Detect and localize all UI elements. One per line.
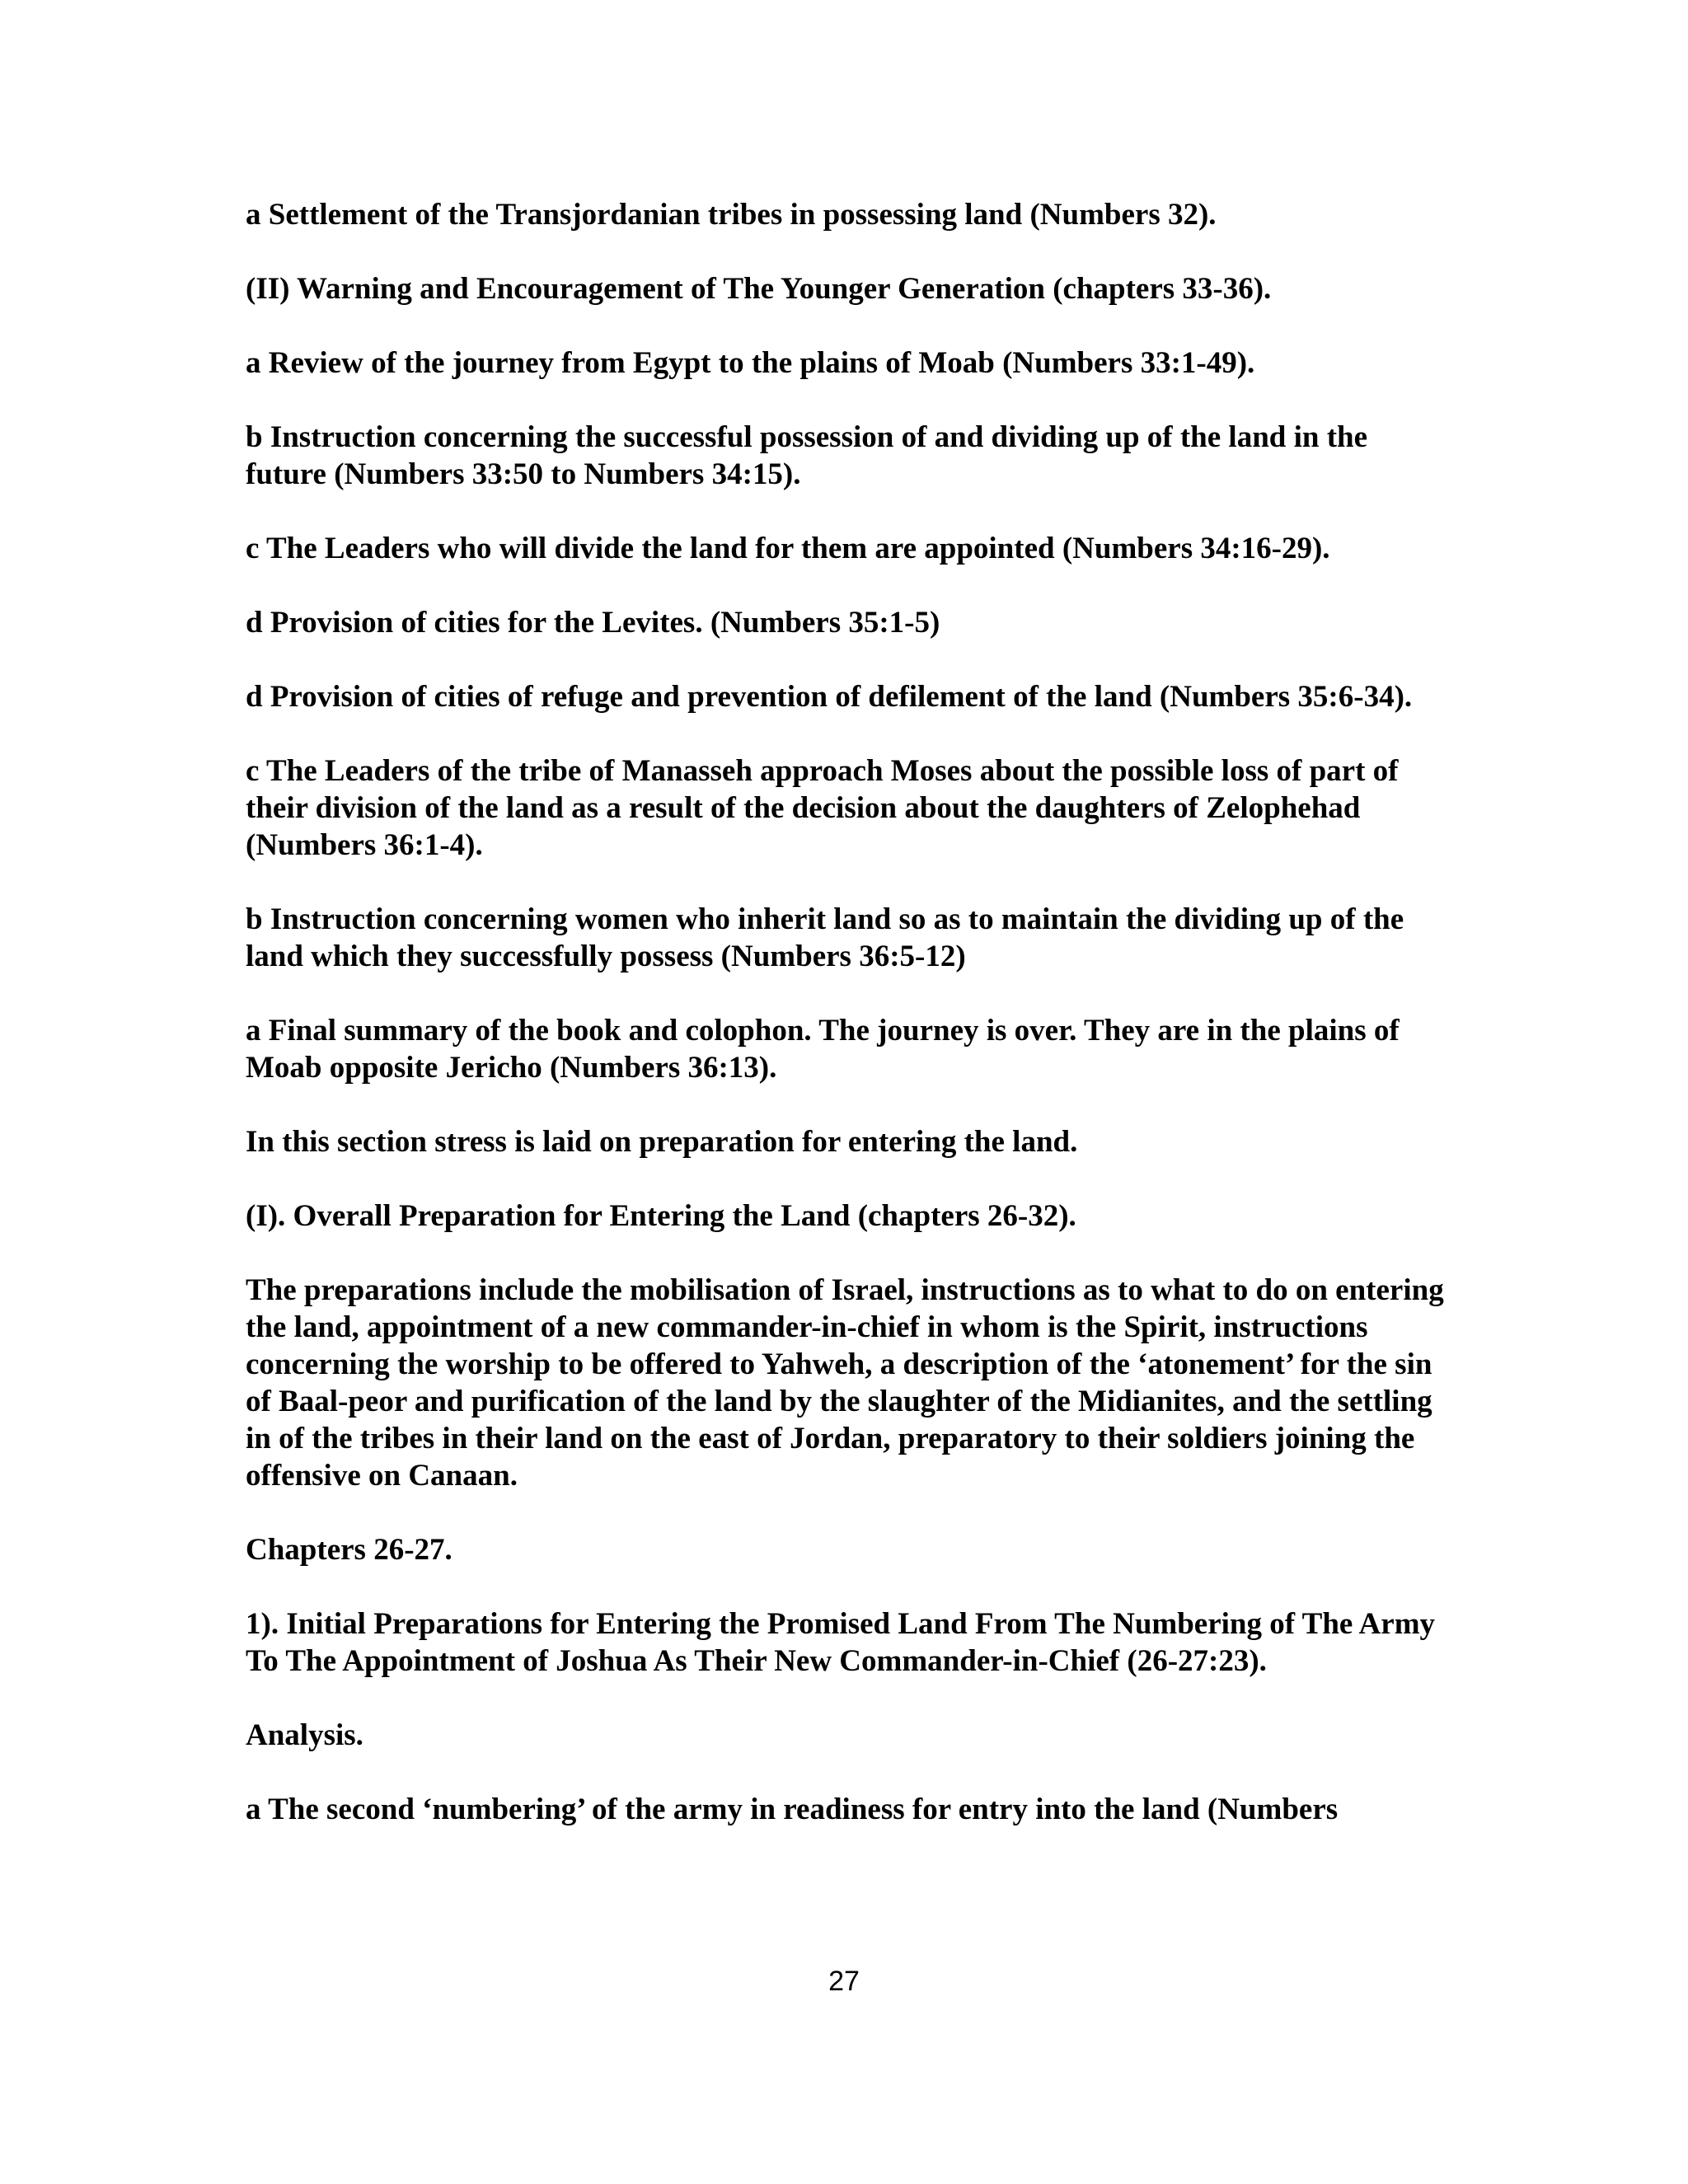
- paragraph: a Final summary of the book and colophon. The journey is over. They are in the plains of Moab opposite Jericho (Numbers 36:13).: [246, 1014, 1400, 1085]
- paragraph: b Instruction concerning the successful possession of and dividing up of the land in the future (Numbers 33:50 to Numbers 34:15).: [246, 420, 1368, 491]
- paragraph: In this section stress is laid on preparation for entering the land.: [246, 1125, 1078, 1159]
- paragraph: a Settlement of the Transjordanian tribes in possessing land (Numbers 32).: [246, 198, 1217, 232]
- section-heading: (II) Warning and Encouragement of The Younger Generation (chapters 33-36).: [246, 272, 1272, 306]
- document-body: [246, 196, 1449, 1828]
- chapter-heading: Chapters 26-27.: [246, 1533, 452, 1567]
- paragraph: d Provision of cities for the Levites. (Numbers 35:1-5): [246, 606, 940, 640]
- section-heading: 1). Initial Preparations for Entering the Promised Land From The Numbering of The Army To The Appointment of Joshua As Their New Commander-in-Chief (26-27:23).: [246, 1607, 1436, 1678]
- page-number: 27: [828, 1966, 860, 1997]
- paragraph: The preparations include the mobilisation of Israel, instructions as to what to do on entering the land, appointment of a new commander-in-chief in whom is the Spirit, instructions concerning the worship to be offered to Yahweh, a description of the ‘atonement’ for the sin of Baal-peor and purification of the land by the slaughter of the Midianites, and the settling in of the tribes in their land on the east of Jordan, preparatory to their soldiers joining the offensive on Canaan.: [246, 1273, 1444, 1493]
- analysis-heading: Analysis.: [246, 1718, 363, 1752]
- section-heading: (I). Overall Preparation for Entering the Land (chapters 26-32).: [246, 1199, 1076, 1233]
- paragraph: a The second ‘numbering’ of the army in readiness for entry into the land (Numbers: [246, 1793, 1339, 1826]
- paragraph: b Instruction concerning women who inherit land so as to maintain the dividing up of the land which they successfully possess (Numbers 36:5-12): [246, 902, 1404, 973]
- paragraph: c The Leaders who will divide the land for them are appointed (Numbers 34:16-29).: [246, 532, 1330, 565]
- paragraph: c The Leaders of the tribe of Manasseh approach Moses about the possible loss of part of their division of the land as a result of the decision about the daughters of Zelophehad (Numbers 36:1-4).: [246, 754, 1399, 862]
- paragraph: d Provision of cities of refuge and prevention of defilement of the land (Numbers 35:6-34).: [246, 680, 1413, 714]
- paragraph: a Review of the journey from Egypt to the plains of Moab (Numbers 33:1-49).: [246, 346, 1255, 380]
